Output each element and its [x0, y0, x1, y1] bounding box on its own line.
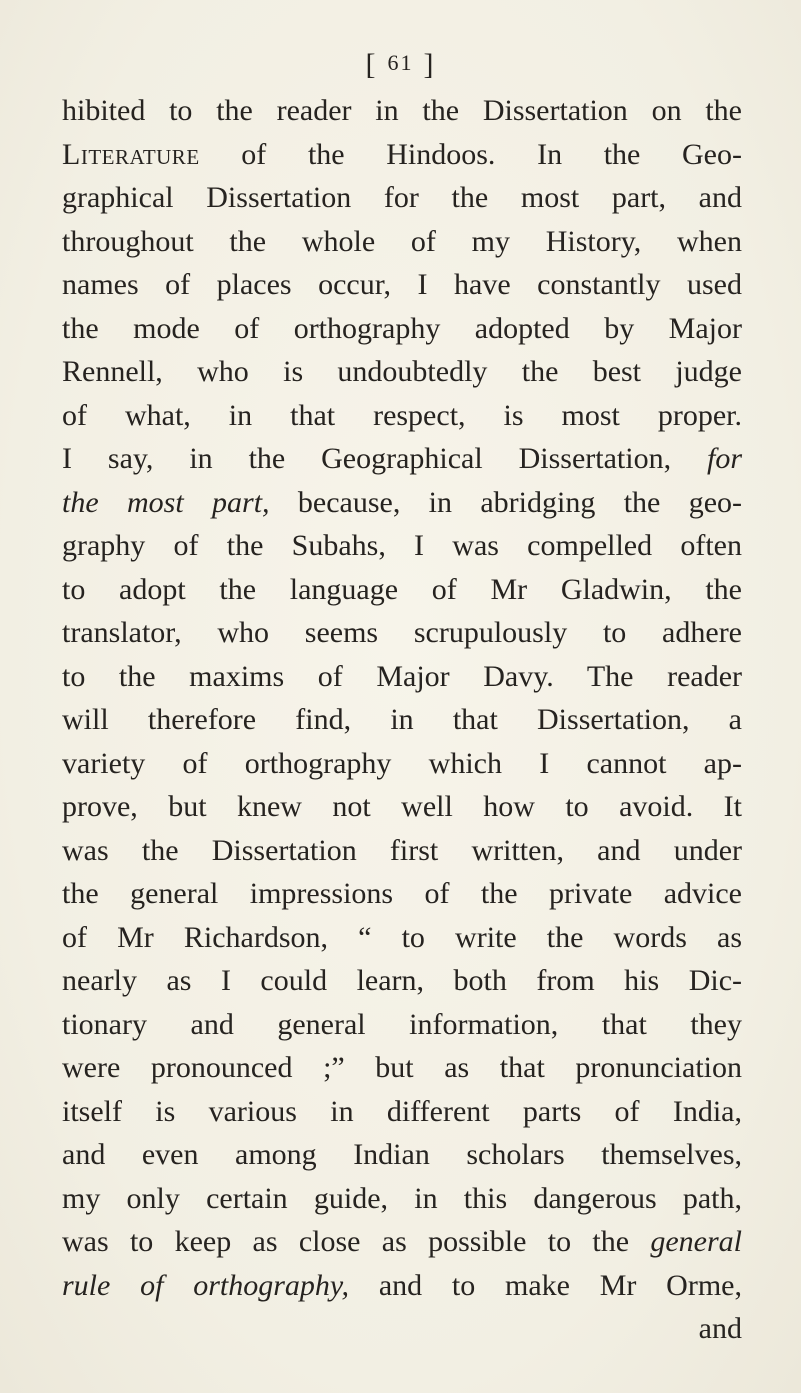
text-line: [62, 1264, 742, 1308]
italic-text: for: [706, 442, 742, 475]
italic-text: the most part,: [62, 485, 270, 519]
body-text: [62, 89, 742, 1351]
text-line: the general impressions of the private advice: [62, 877, 742, 910]
italic-text: rule of orthography,: [62, 1268, 350, 1302]
page-number: 61: [387, 50, 414, 75]
text-line: variety of orthography which I cannot ap-: [62, 746, 742, 780]
text-line: of Mr Richardson, “ to write the words as: [62, 920, 742, 954]
text-run: because, in abridging the geo-: [269, 485, 743, 519]
text-line: hibited to the reader in the Dissertation on the: [62, 94, 742, 127]
text-run: and to make Mr Orme,: [349, 1268, 742, 1302]
text-line: to the maxims of Major Davy. The reader: [62, 659, 742, 693]
text-line: nearly as I could learn, both from his Dic-: [62, 964, 742, 997]
close-bracket: ]: [423, 48, 436, 81]
text-line: my only certain guide, in this dangerous path,: [62, 1181, 742, 1215]
text-line: throughout the whole of my History, when: [62, 224, 742, 258]
small-caps-word: Literature: [62, 137, 200, 171]
text-line: [62, 481, 742, 525]
text-line: were pronounced ;” but as that pronunciation: [62, 1051, 742, 1084]
text-run: of the Hindoos. In the Geo-: [199, 137, 742, 171]
text-line: prove, but knew not well how to avoid. It: [62, 790, 742, 823]
text-line: Rennell, who is undoubtedly the best judge: [62, 355, 742, 388]
text-line: the mode of orthography adopted by Major: [62, 311, 742, 345]
catchword: and: [698, 1312, 742, 1345]
text-line: and even among Indian scholars themselves,: [62, 1138, 742, 1171]
text-run: I say, in the Geographical Dissertation,: [62, 442, 707, 475]
text-line: will therefore find, in that Dissertation, a: [62, 703, 742, 736]
text-line: graphy of the Subahs, I was compelled often: [62, 529, 742, 562]
italic-text: general: [650, 1225, 742, 1258]
text-line: tionary and general information, that they: [62, 1007, 742, 1041]
open-bracket: [: [365, 48, 378, 81]
text-line: was the Dissertation first written, and under: [62, 833, 742, 867]
text-line: [62, 133, 742, 177]
text-line: of what, in that respect, is most proper.: [62, 398, 742, 432]
text-line: names of places occur, I have constantly used: [62, 268, 742, 301]
text-line: [62, 1220, 742, 1264]
text-run: was to keep as close as possible to the: [62, 1225, 651, 1258]
text-line: translator, who seems scrupulously to adhere: [62, 616, 742, 649]
text-line: [62, 437, 742, 481]
text-line: to adopt the language of Mr Gladwin, the: [62, 572, 742, 606]
text-line: itself is various in different parts of India,: [62, 1094, 742, 1128]
text-line: graphical Dissertation for the most part, and: [62, 181, 742, 214]
page-header: [0, 48, 801, 82]
